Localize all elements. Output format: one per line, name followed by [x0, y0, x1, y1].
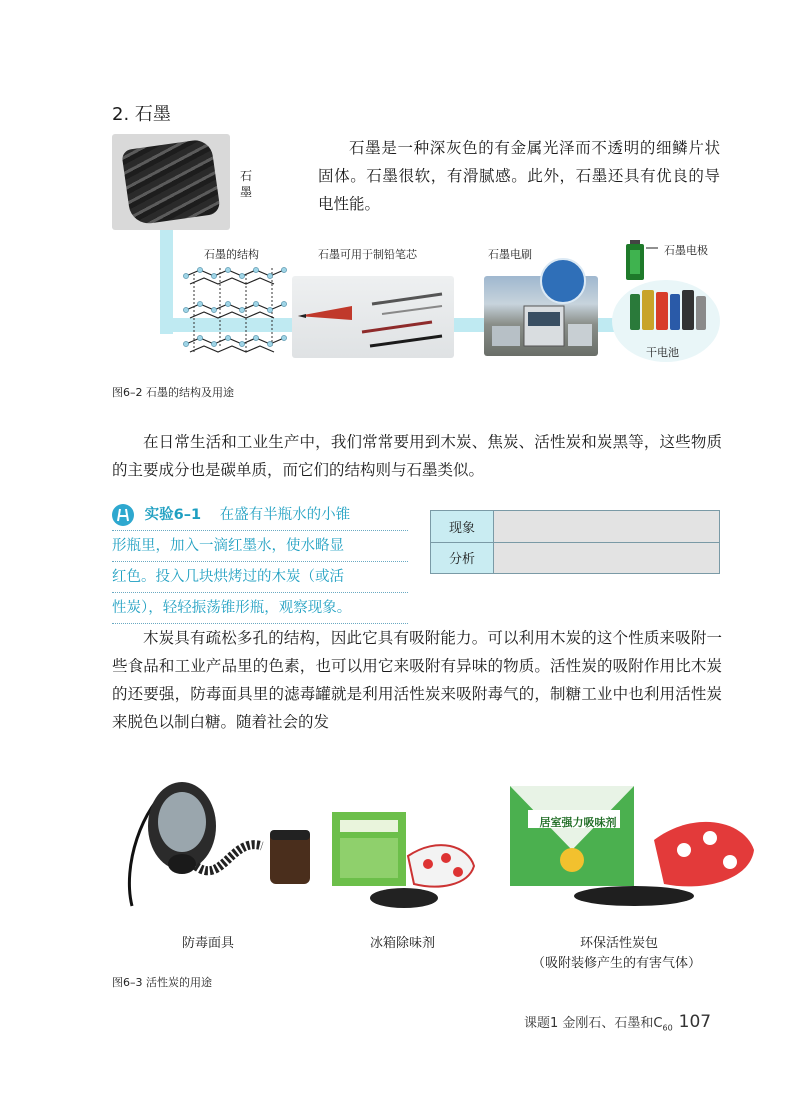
fridge-deodorant-drawing — [328, 806, 478, 912]
experiment-line-2: 形瓶里，加入一滴红墨水，使水略显 — [112, 531, 408, 562]
pencil-drawing — [292, 276, 454, 358]
label-graphite-electrode: 石墨电极 — [664, 244, 708, 257]
observation-table — [430, 510, 720, 574]
footer-chapter: 课题1 金刚石、石墨和C — [524, 1016, 663, 1031]
bag-box-text: 居室强力吸味剂 — [539, 816, 617, 829]
table-label-phenomenon: 现象 — [431, 511, 494, 543]
label-fridge-deodorant: 冰箱除味剂 — [370, 936, 436, 951]
experiment-6-1-block — [112, 500, 408, 624]
graphite-photo — [112, 134, 230, 230]
section-heading: 2. 石墨 — [112, 104, 171, 125]
paragraph-graphite-description: 石墨是一种深灰色的有金属光泽而不透明的细鳞片状固体。石墨很软，有滑腻感。此外，石墨还具有优良的导电性能。 — [318, 139, 720, 213]
paragraph-adsorption: 木炭具有疏松多孔的结构，因此它具有吸附能力。可以利用木炭的这个性质来吸附一些食品和工业产品里的色素，也可以用它来吸附有异味的物质。活性炭的吸附作用比木炭的还要强，防毒面具里的滤毒罐就是利用活性炭来吸附毒气的，制糖工业中也利用活性炭来脱色以制白糖。随着社会的发 — [112, 629, 722, 731]
label-gas-mask: 防毒面具 — [182, 936, 235, 951]
brush-zoom-circle — [540, 258, 586, 304]
table-label-analysis: 分析 — [431, 542, 494, 574]
pencil-photo — [292, 276, 454, 358]
fridge-deodorant-photo — [328, 806, 478, 912]
experiment-line-3: 红色。投入几块烘烤过的木炭（或活 — [112, 562, 408, 593]
figure-6-3-caption: 图6–3 活性炭的用途 — [112, 976, 212, 989]
graphite-label-char-2: 墨 — [240, 185, 253, 199]
label-pencil: 石墨可用于制铅笔芯 — [318, 248, 417, 261]
page-footer — [524, 1012, 711, 1033]
battery-electrode-illustration — [622, 236, 662, 282]
experiment-line-4: 性炭），轻轻振荡锥形瓶，观察现象。 — [112, 593, 408, 624]
label-carbon-bag-note: （吸附装修产生的有害气体） — [532, 956, 702, 971]
activated-carbon-bag-drawing — [504, 780, 760, 910]
gas-mask-photo — [112, 766, 330, 922]
label-graphite-brush: 石墨电刷 — [488, 248, 532, 261]
experiment-icon — [112, 504, 134, 526]
label-dry-battery: 干电池 — [646, 346, 679, 359]
graphite-vertical-label — [240, 168, 254, 200]
table-cell-analysis[interactable] — [494, 542, 720, 574]
experiment-title: 实验6–1 — [144, 507, 202, 523]
page-number: 107 — [678, 1012, 712, 1032]
footer-subscript: 60 — [662, 1023, 673, 1033]
table-row — [431, 542, 720, 574]
experiment-line-1 — [112, 500, 408, 531]
table-row — [431, 511, 720, 543]
paragraph-carbon-forms: 在日常生活和工业生产中，我们常常要用到木炭、焦炭、活性炭和炭黑等，这些物质的主要成分也是碳单质，而它们的结构则与石墨类似。 — [112, 433, 722, 479]
gas-mask-drawing — [112, 766, 330, 922]
experiment-text-1: 在盛有半瓶水的小锥 — [219, 507, 351, 523]
graphite-structure-diagram — [180, 262, 292, 366]
graphite-rock-shape — [121, 138, 221, 226]
table-cell-phenomenon[interactable] — [494, 511, 720, 543]
label-graphite-structure: 石墨的结构 — [204, 248, 259, 261]
figure-6-2-caption: 图6–2 石墨的结构及用途 — [112, 386, 234, 399]
activated-carbon-bag-photo — [504, 780, 760, 910]
label-carbon-bag: 环保活性炭包 — [580, 936, 659, 951]
graphite-label-char-1: 石 — [240, 169, 253, 183]
